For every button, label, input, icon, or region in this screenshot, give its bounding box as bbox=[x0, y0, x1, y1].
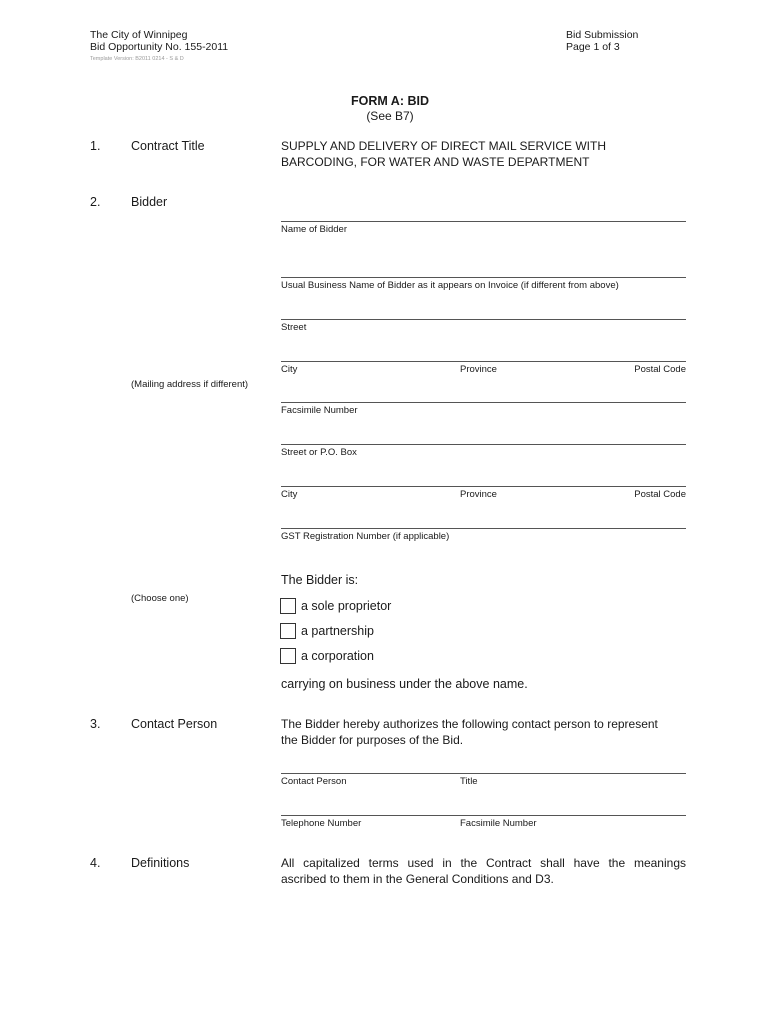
province-caption: Province bbox=[460, 364, 497, 375]
authorization-text-line2: the Bidder for purposes of the Bid. bbox=[281, 733, 464, 747]
definitions-text-line2: ascribed to them in the General Conditions and D3. bbox=[281, 872, 554, 886]
section-4-number: 4. bbox=[90, 856, 101, 870]
section-2-number: 2. bbox=[90, 195, 101, 209]
name-of-bidder-caption: Name of Bidder bbox=[281, 224, 348, 235]
section-3-label: Contact Person bbox=[131, 717, 218, 731]
section-3-number: 3. bbox=[90, 717, 101, 731]
street-field[interactable] bbox=[281, 319, 686, 320]
section-1-label: Contract Title bbox=[131, 139, 205, 153]
contract-title-line2: BARCODING, FOR WATER AND WASTE DEPARTMENT bbox=[281, 155, 590, 169]
header-org: The City of Winnipeg bbox=[90, 29, 188, 41]
choose-one-note: (Choose one) bbox=[131, 593, 189, 604]
street-caption: Street bbox=[281, 322, 307, 333]
usual-business-name-field[interactable] bbox=[281, 277, 686, 278]
facsimile-caption: Facsimile Number bbox=[281, 405, 358, 416]
telephone-facsimile-field[interactable] bbox=[281, 815, 686, 816]
gst-field[interactable] bbox=[281, 528, 686, 529]
street-po-caption: Street or P.O. Box bbox=[281, 447, 357, 458]
telephone-caption: Telephone Number bbox=[281, 818, 362, 829]
name-of-bidder-field[interactable] bbox=[281, 221, 686, 222]
sole-proprietor-label: a sole proprietor bbox=[301, 599, 392, 613]
bidder-is-label: The Bidder is: bbox=[281, 573, 359, 587]
title-caption: Title bbox=[460, 776, 478, 787]
template-version: Template Version: B2011 0214 - S & D bbox=[90, 56, 184, 62]
mailing-city-province-postal-field[interactable] bbox=[281, 486, 686, 487]
mailing-postal-code-caption: Postal Code bbox=[634, 489, 686, 500]
city-caption: City bbox=[281, 364, 298, 375]
mailing-city-caption: City bbox=[281, 489, 298, 500]
partnership-label: a partnership bbox=[301, 624, 374, 638]
street-po-field[interactable] bbox=[281, 444, 686, 445]
contact-facsimile-caption: Facsimile Number bbox=[460, 818, 537, 829]
form-title: FORM A: BID bbox=[351, 94, 429, 108]
facsimile-field[interactable] bbox=[281, 402, 686, 403]
usual-business-name-caption: Usual Business Name of Bidder as it appears on Invoice (if different from above) bbox=[281, 280, 619, 291]
mailing-address-note: (Mailing address if different) bbox=[131, 379, 249, 390]
section-1-number: 1. bbox=[90, 139, 101, 153]
contract-title-line1: SUPPLY AND DELIVERY OF DIRECT MAIL SERVICE WITH bbox=[281, 139, 606, 153]
header-page: Page 1 of 3 bbox=[566, 41, 620, 53]
header-section: Bid Submission bbox=[566, 29, 639, 41]
contact-person-caption: Contact Person bbox=[281, 776, 347, 787]
corporation-checkbox[interactable] bbox=[280, 648, 296, 664]
carrying-on-text: carrying on business under the above name. bbox=[281, 677, 528, 691]
definitions-text-line1: All capitalized terms used in the Contract shall have the meanings bbox=[281, 856, 686, 870]
sole-proprietor-checkbox[interactable] bbox=[280, 598, 296, 614]
gst-caption: GST Registration Number (if applicable) bbox=[281, 531, 450, 542]
postal-code-caption: Postal Code bbox=[634, 364, 686, 375]
section-4-label: Definitions bbox=[131, 856, 190, 870]
header-bid-opportunity: Bid Opportunity No. 155-2011 bbox=[90, 41, 229, 53]
mailing-province-caption: Province bbox=[460, 489, 497, 500]
authorization-text-line1: The Bidder hereby authorizes the following contact person to represent bbox=[281, 717, 658, 731]
contact-person-title-field[interactable] bbox=[281, 773, 686, 774]
section-2-label: Bidder bbox=[131, 195, 168, 209]
corporation-label: a corporation bbox=[301, 649, 374, 663]
partnership-checkbox[interactable] bbox=[280, 623, 296, 639]
form-subtitle: (See B7) bbox=[366, 109, 414, 123]
city-province-postal-field[interactable] bbox=[281, 361, 686, 362]
